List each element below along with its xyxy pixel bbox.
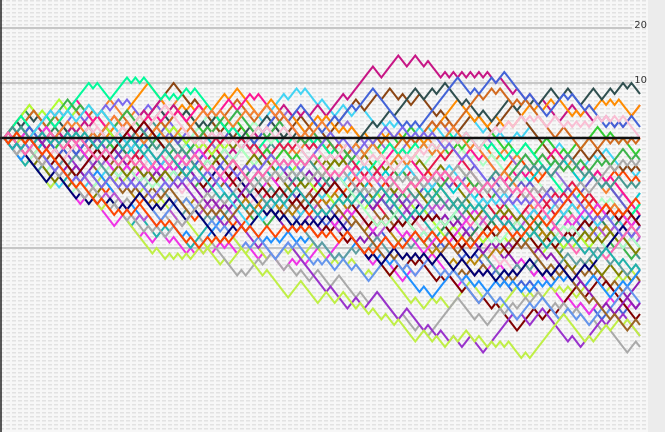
scroll-edge [648,0,665,432]
y-tick-label: 20 [634,20,647,31]
y-tick-label: 10 [634,75,647,86]
